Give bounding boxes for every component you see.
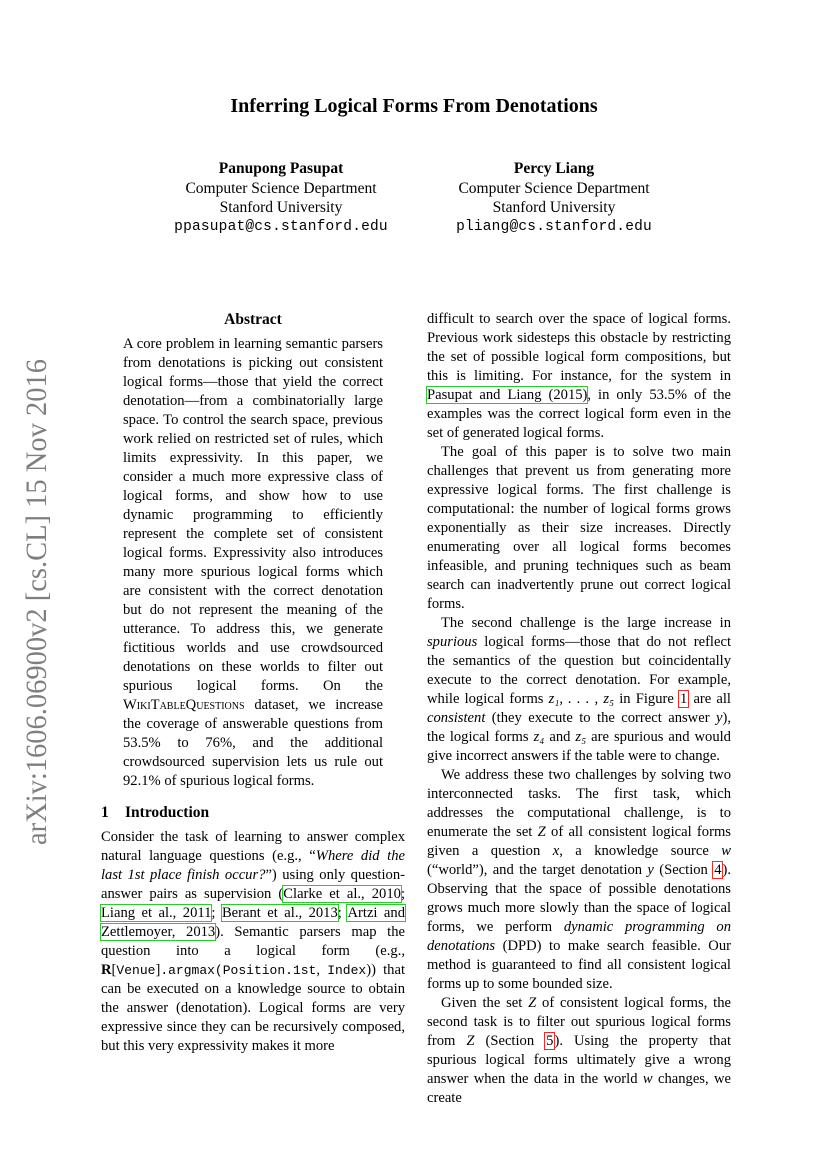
citation-link[interactable]: Berant et al., 2013 (221, 905, 338, 921)
figure-ref-link[interactable]: 1 (680, 691, 688, 707)
abstract-text (123, 335, 383, 791)
text-run: ), the logical forms (427, 710, 731, 745)
math-w: w (721, 843, 731, 859)
text-run: of consistent logical forms, the second task is to filter out spurious logical forms from (427, 995, 731, 1049)
text-run: ). Semantic parsers map the question into a logical form (e.g., (101, 924, 405, 959)
math-Z: Z (537, 824, 546, 840)
author-block-2 (404, 159, 704, 237)
intro-paragraph-1: Consider the task of learning to answer complex natural language questions (e.g., “Where did the last 1st place finish occur?”) using only question-answer pairs as supervision (Clarke et al., 2010; Liang et al., 2011; Berant et al., 2013; Artzi and Zettlemoyer, 2013). Semantic parsers map the question into a logical form (e.g., R[Venue].argmax(Position.1st, Index)) that can be executed on a knowledge source to obtain the answer (denotation). Logical forms are very expressive since they can be recursively composed, but this very expressivity makes it more (101, 829, 405, 1054)
text-run: ”) using only question-answer pairs as supervision ( (101, 867, 405, 902)
section-number: 1 (101, 804, 109, 821)
paper-title: Inferring Logical Forms From Denotations (230, 95, 598, 117)
math-y: y (716, 710, 723, 726)
citation-link[interactable]: Clarke et al., 2010 (283, 886, 401, 902)
citation-link[interactable]: Artzi and Zettlemoyer, 2013 (101, 905, 405, 940)
abstract-heading: Abstract (224, 311, 282, 328)
logical-form-venue: Venue (116, 963, 156, 978)
text-run: (Section (474, 1033, 546, 1049)
intro-paragraph-4 (427, 766, 731, 994)
text-run: difficult to search over the space of logical forms. Previous work sidesteps this obstacle by restricting the set of possible logical form compositions, but this is limiting. For instance, for the system in (427, 311, 731, 384)
text-run: changes, we create (427, 1071, 732, 1106)
left-column (101, 310, 405, 1056)
math-y: y (647, 862, 654, 878)
author-email: ppasupat@cs.stanford.edu (174, 218, 388, 235)
math-z4: z₄ (533, 729, 545, 745)
text-run: are all (688, 691, 731, 707)
author-univ: Stanford University (492, 199, 616, 216)
math-Z: Z (528, 995, 537, 1011)
text-run: We address these two challenges by solving two interconnected tasks. The first task, which addresses the computational challenge, is to enumerate the set (427, 767, 731, 840)
text-run: (DPD) to make search feasible. Our method is guaranteed to find all consistent logical forms up to some bounded size. (427, 938, 731, 992)
author-name: Percy Liang (513, 160, 595, 177)
text-run: (they execute to the correct answer (485, 710, 716, 726)
text-run: in Figure (614, 691, 679, 707)
math-Z: Z (466, 1033, 475, 1049)
abstract-part: dataset, we increase the coverage of answerable questions from 53.5% to 76%, and the additional crowdsourced supervision lets us rule out 92.1% of spurious logical forms. (123, 697, 383, 789)
text-run: Given the set (441, 995, 529, 1011)
emphasis: consistent (427, 710, 486, 726)
logical-form-r: R (101, 962, 112, 978)
text-run: that can be executed on a knowledge source to obtain the answer (denotation). Logical forms are very expressive since they can be recursively composed, but this very expressivity makes it more (101, 962, 405, 1054)
text-run: ). Observing that the space of possible denotations grows much more slowly than the space of logical forms, we perform (427, 862, 731, 935)
text-run: , a knowledge source (559, 843, 722, 859)
author-univ: Stanford University (219, 199, 343, 216)
text-run: of all consistent logical forms given a question (427, 824, 731, 859)
emphasis: spurious (427, 634, 478, 650)
right-column (427, 310, 731, 1108)
text-run: and (544, 729, 576, 745)
intro-paragraph-3 (427, 614, 731, 766)
text-run: The second challenge is the large increase in (441, 615, 731, 631)
text-run: , (316, 962, 328, 978)
logical-form-index: Index (327, 963, 367, 978)
text-run: are spurious and would give incorrect answers if the table were to change. (427, 729, 731, 764)
section-title: Introduction (125, 804, 210, 821)
text-run: )) (366, 962, 376, 978)
logical-form-position: Position.1st (222, 963, 317, 978)
text-run: ; (400, 886, 405, 902)
emphasis: dynamic programming on denotations (427, 919, 731, 954)
arxiv-watermark (16, 333, 56, 847)
text-run: (“world”), and the target denotation (427, 862, 648, 878)
intro-paragraph-2 (427, 443, 731, 614)
text-run: ). Using the property that spurious logical forms ultimately give a wrong answer when the data in the world (427, 1033, 731, 1087)
text-run: , in only 53.5% of the examples was the correct logical form even in the set of generated logical forms. (427, 387, 731, 441)
section-ref-link[interactable]: 4 (714, 862, 722, 878)
arxiv-watermark-svg (16, 333, 56, 847)
math-x: x (552, 843, 560, 859)
math-z1-z5: z₁, . . . , z₅ (548, 691, 615, 707)
citation-link[interactable]: Liang et al., 2011 (101, 905, 212, 921)
math-z5: z₅ (575, 729, 587, 745)
author-email: pliang@cs.stanford.edu (456, 218, 652, 235)
author-name: Panupong Pasupat (218, 160, 344, 177)
author-dept: Computer Science Department (458, 179, 650, 197)
author-dept: Computer Science Department (185, 179, 377, 197)
example-question: Where did the last 1st place finish occur? (101, 848, 405, 883)
logical-form-argmax: .argmax( (160, 963, 223, 978)
text-run: (Section (653, 862, 714, 878)
intro-paragraph-1-continued (427, 310, 731, 443)
text-run: ; (211, 905, 222, 921)
section-ref-link[interactable]: 5 (546, 1033, 554, 1049)
citation-link[interactable]: Pasupat and Liang (2015) (427, 387, 588, 403)
author-block-1 (131, 159, 431, 237)
text-run: ; (337, 905, 348, 921)
math-w: w (642, 1071, 653, 1087)
text-run: Consider the task of learning to answer complex natural language questions (e.g., “ (101, 829, 405, 864)
arxiv-id-text: arXiv:1606.06900v2 [cs.CL] 15 Nov 2016 (20, 333, 53, 845)
text-run: logical forms—those that do not reflect the semantics of the question but coincidentally execute to the correct denotation. For example, while logical forms (427, 634, 731, 707)
intro-paragraph-5 (427, 994, 731, 1108)
abstract-part: A core problem in learning semantic parsers from denotations is picking out consistent logical forms—those that yield the correct denotation—from a combinatorially large space. To control the search space, previous work relied on restricted set of rules, which limits expressivity. In this paper, we consider a much more expressive class of logical forms, and show how to use dynamic programming to efficiently represent the complete set of consistent logical forms. Expressivity also introduces many more spurious logical forms which are consistent with the correct denotation but do not represent the meaning of the utterance. To address this, we generate fictitious worlds and use crowdsourced denotations on these worlds to filter out spurious logical forms. On the (123, 336, 383, 694)
dataset-name: WikiTableQuestions (123, 697, 245, 713)
section-heading-introduction (101, 803, 405, 822)
text-run: The goal of this paper is to solve two main challenges that prevent us from generating more expressive logical forms. The first challenge is computational: the number of logical forms grows exponentially as their size increases. Directly enumerating over all logical forms becomes infeasible, and pruning techniques such as beam search can inadvertently prune out correct logical forms. (427, 444, 731, 612)
